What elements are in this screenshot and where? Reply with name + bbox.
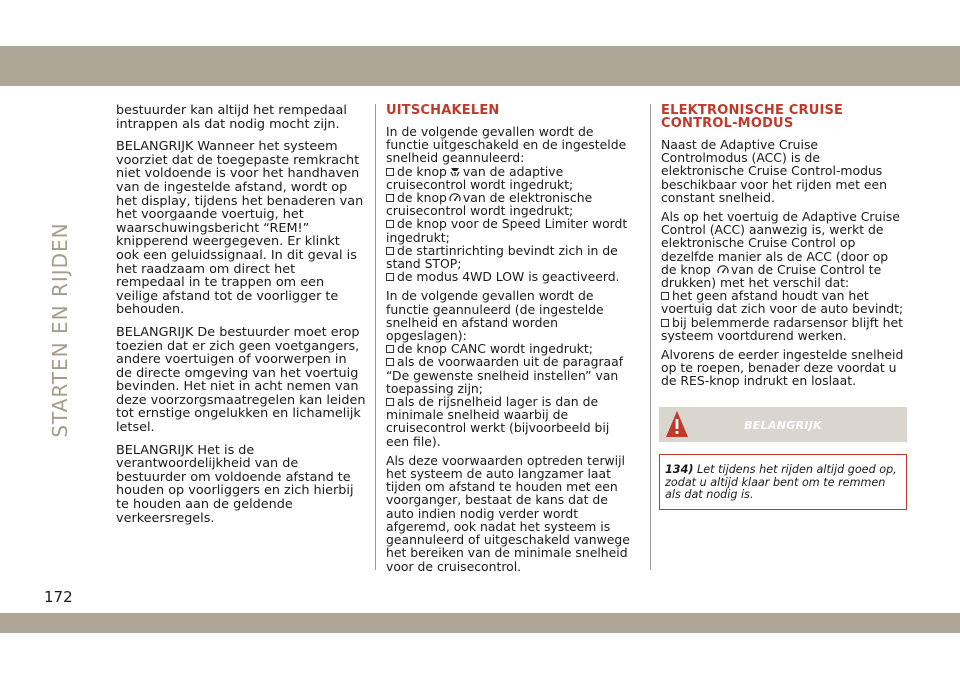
paragraph: bestuurder kan altijd het rempedaal intrappen als dat nodig mocht zijn.	[116, 103, 347, 132]
note-text: Let tijdens het rijden altijd goed op, zodat u altijd klaar bent om te remmen als dat nodig is.	[665, 463, 897, 502]
column-divider	[650, 104, 651, 570]
list-item	[386, 395, 632, 448]
list-item	[386, 165, 632, 191]
list-item-text: de modus 4WD LOW is geactiveerd.	[397, 269, 620, 285]
header-band	[0, 46, 960, 86]
list-item-text: de knop	[397, 190, 447, 206]
paragraph: Naast de Adaptive Cruise Controlmodus (ACC) is de elektronische Cruise Control-modus beschikbaar voor het rijden met een constant snelheid.	[661, 137, 887, 205]
column-divider	[375, 104, 376, 570]
checkbox-bullet-icon	[661, 292, 669, 300]
checkbox-bullet-icon	[386, 273, 394, 281]
cruise-control-icon	[717, 265, 729, 275]
column-3	[661, 104, 907, 394]
list-item-text: als de rijsnelheid lager is dan de minimale snelheid waarbij de cruisecontrol werkt (bijvoorbeeld bij een file).	[386, 394, 610, 449]
list-item	[661, 316, 907, 342]
list-item-text: de knop voor de Speed Limiter wordt ingedrukt;	[386, 216, 628, 245]
list-item	[661, 289, 907, 315]
intro-text: In de volgende gevallen wordt de functie uitgeschakeld en de ingestelde snelheid geannuleerd:	[386, 124, 627, 166]
footer-band	[0, 613, 960, 633]
column-1	[116, 104, 366, 534]
list-item	[386, 270, 632, 283]
paragraph: Als deze voorwaarden optreden terwijl het systeem de auto langzamer laat tijden om afstand te houden met een voorganger, bestaat de kans dat de auto indien nodig verder wordt afgeremd, ook nadat het systeem is geannuleerd of uitgeschakeld vanwege het bereiken van de minimale snelheid voor de cruisecontrol.	[386, 452, 630, 574]
column-2	[386, 104, 632, 579]
paragraph	[386, 125, 632, 283]
checkbox-bullet-icon	[386, 168, 394, 176]
paragraph-text: van de Cruise Control te drukken) met het verschil dat:	[661, 261, 882, 291]
checkbox-bullet-icon	[386, 398, 394, 406]
list-item-text: de knop CANC wordt ingedrukt;	[397, 341, 593, 357]
list-item	[386, 244, 632, 270]
heading-line: CONTROL-MODUS	[661, 116, 794, 131]
section-heading	[661, 104, 907, 130]
intro-text: In de volgende gevallen wordt de functie geannuleerd (de ingestelde snelheid en afstand worden opgeslagen):	[386, 288, 604, 344]
paragraph-text: Als op het voertuig de Adaptive Cruise Control (ACC) aanwezig is, werkt de elektronische Cruise Control op dezelfde manier als de ACC (door op de knop	[661, 209, 900, 277]
paragraph	[661, 210, 907, 342]
paragraph: Alvorens de eerder ingestelde snelheid op te roepen, benader deze voordat u de RES-knop indrukt en loslaat.	[661, 347, 904, 389]
section-title: STARTEN EN RIJDEN	[48, 222, 72, 438]
paragraph	[386, 289, 632, 447]
paragraph: BELANGRIJK De bestuurder moet erop toezien dat er zich geen voetgangers, andere voertuigen of voorwerpen in de directe omgeving van het voertuig bevinden. Het niet in acht nemen van deze voorzorgsmaatregelen kan leiden tot ernstige ongelukken en lichamelijk letsel.	[116, 324, 366, 436]
cruise-control-icon	[449, 193, 461, 203]
list-item-text: de knop	[397, 163, 447, 179]
checkbox-bullet-icon	[386, 194, 394, 202]
note-number: 134)	[665, 463, 694, 476]
checkbox-bullet-icon	[661, 319, 669, 327]
checkbox-bullet-icon	[386, 247, 394, 255]
paragraph: BELANGRIJK Het is de verantwoordelijkheid van de bestuurder om voldoende afstand te houden op voorliggers en zich hierbij te houden aan de geldende verkeersregels.	[116, 442, 354, 526]
page-number: 172	[44, 588, 73, 606]
list-item-text: van de elektronische cruisecontrol wordt ingedrukt;	[386, 190, 593, 219]
list-item	[386, 355, 632, 395]
heading-line: ELEKTRONISCHE CRUISE	[661, 103, 844, 118]
list-item	[386, 191, 632, 217]
list-item-text: bij belemmerde radarsensor blijft het systeem voortdurend werken.	[661, 314, 904, 343]
list-item-text: het geen afstand houdt van het voertuig dat zich voor de auto bevindt;	[661, 288, 904, 317]
warning-title: BELANGRIJK	[744, 419, 822, 432]
checkbox-bullet-icon	[386, 345, 394, 353]
checkbox-bullet-icon	[386, 358, 394, 366]
list-item	[386, 217, 632, 243]
paragraph: BELANGRIJK Wanneer het systeem voorziet dat de toegepaste remkracht niet voldoende is voor het handhaven van de ingestelde afstand, wordt op het display, tijdens het benaderen van het voorgaande voertuig, het waarschuwingsbericht “REM!” knipperend weergegeven. Er klinkt ook een geluidssignaal. In dit geval is het raadzaam om direct het rempedaal in te trappen om een veilige afstand tot de voorligger te behouden.	[116, 139, 364, 318]
checkbox-bullet-icon	[386, 220, 394, 228]
adaptive-cruise-icon	[449, 167, 461, 177]
section-heading: UITSCHAKELEN	[386, 103, 500, 118]
list-item-text: van de adaptive cruisecontrol wordt ingedrukt;	[386, 163, 574, 192]
list-item-text: als de voorwaarden uit de paragraaf “De gewenste snelheid instellen” van toepassing zijn;	[386, 354, 624, 396]
warning-note	[659, 454, 907, 510]
list-item-text: de startinrichting bevindt zich in de stand STOP;	[386, 242, 618, 272]
